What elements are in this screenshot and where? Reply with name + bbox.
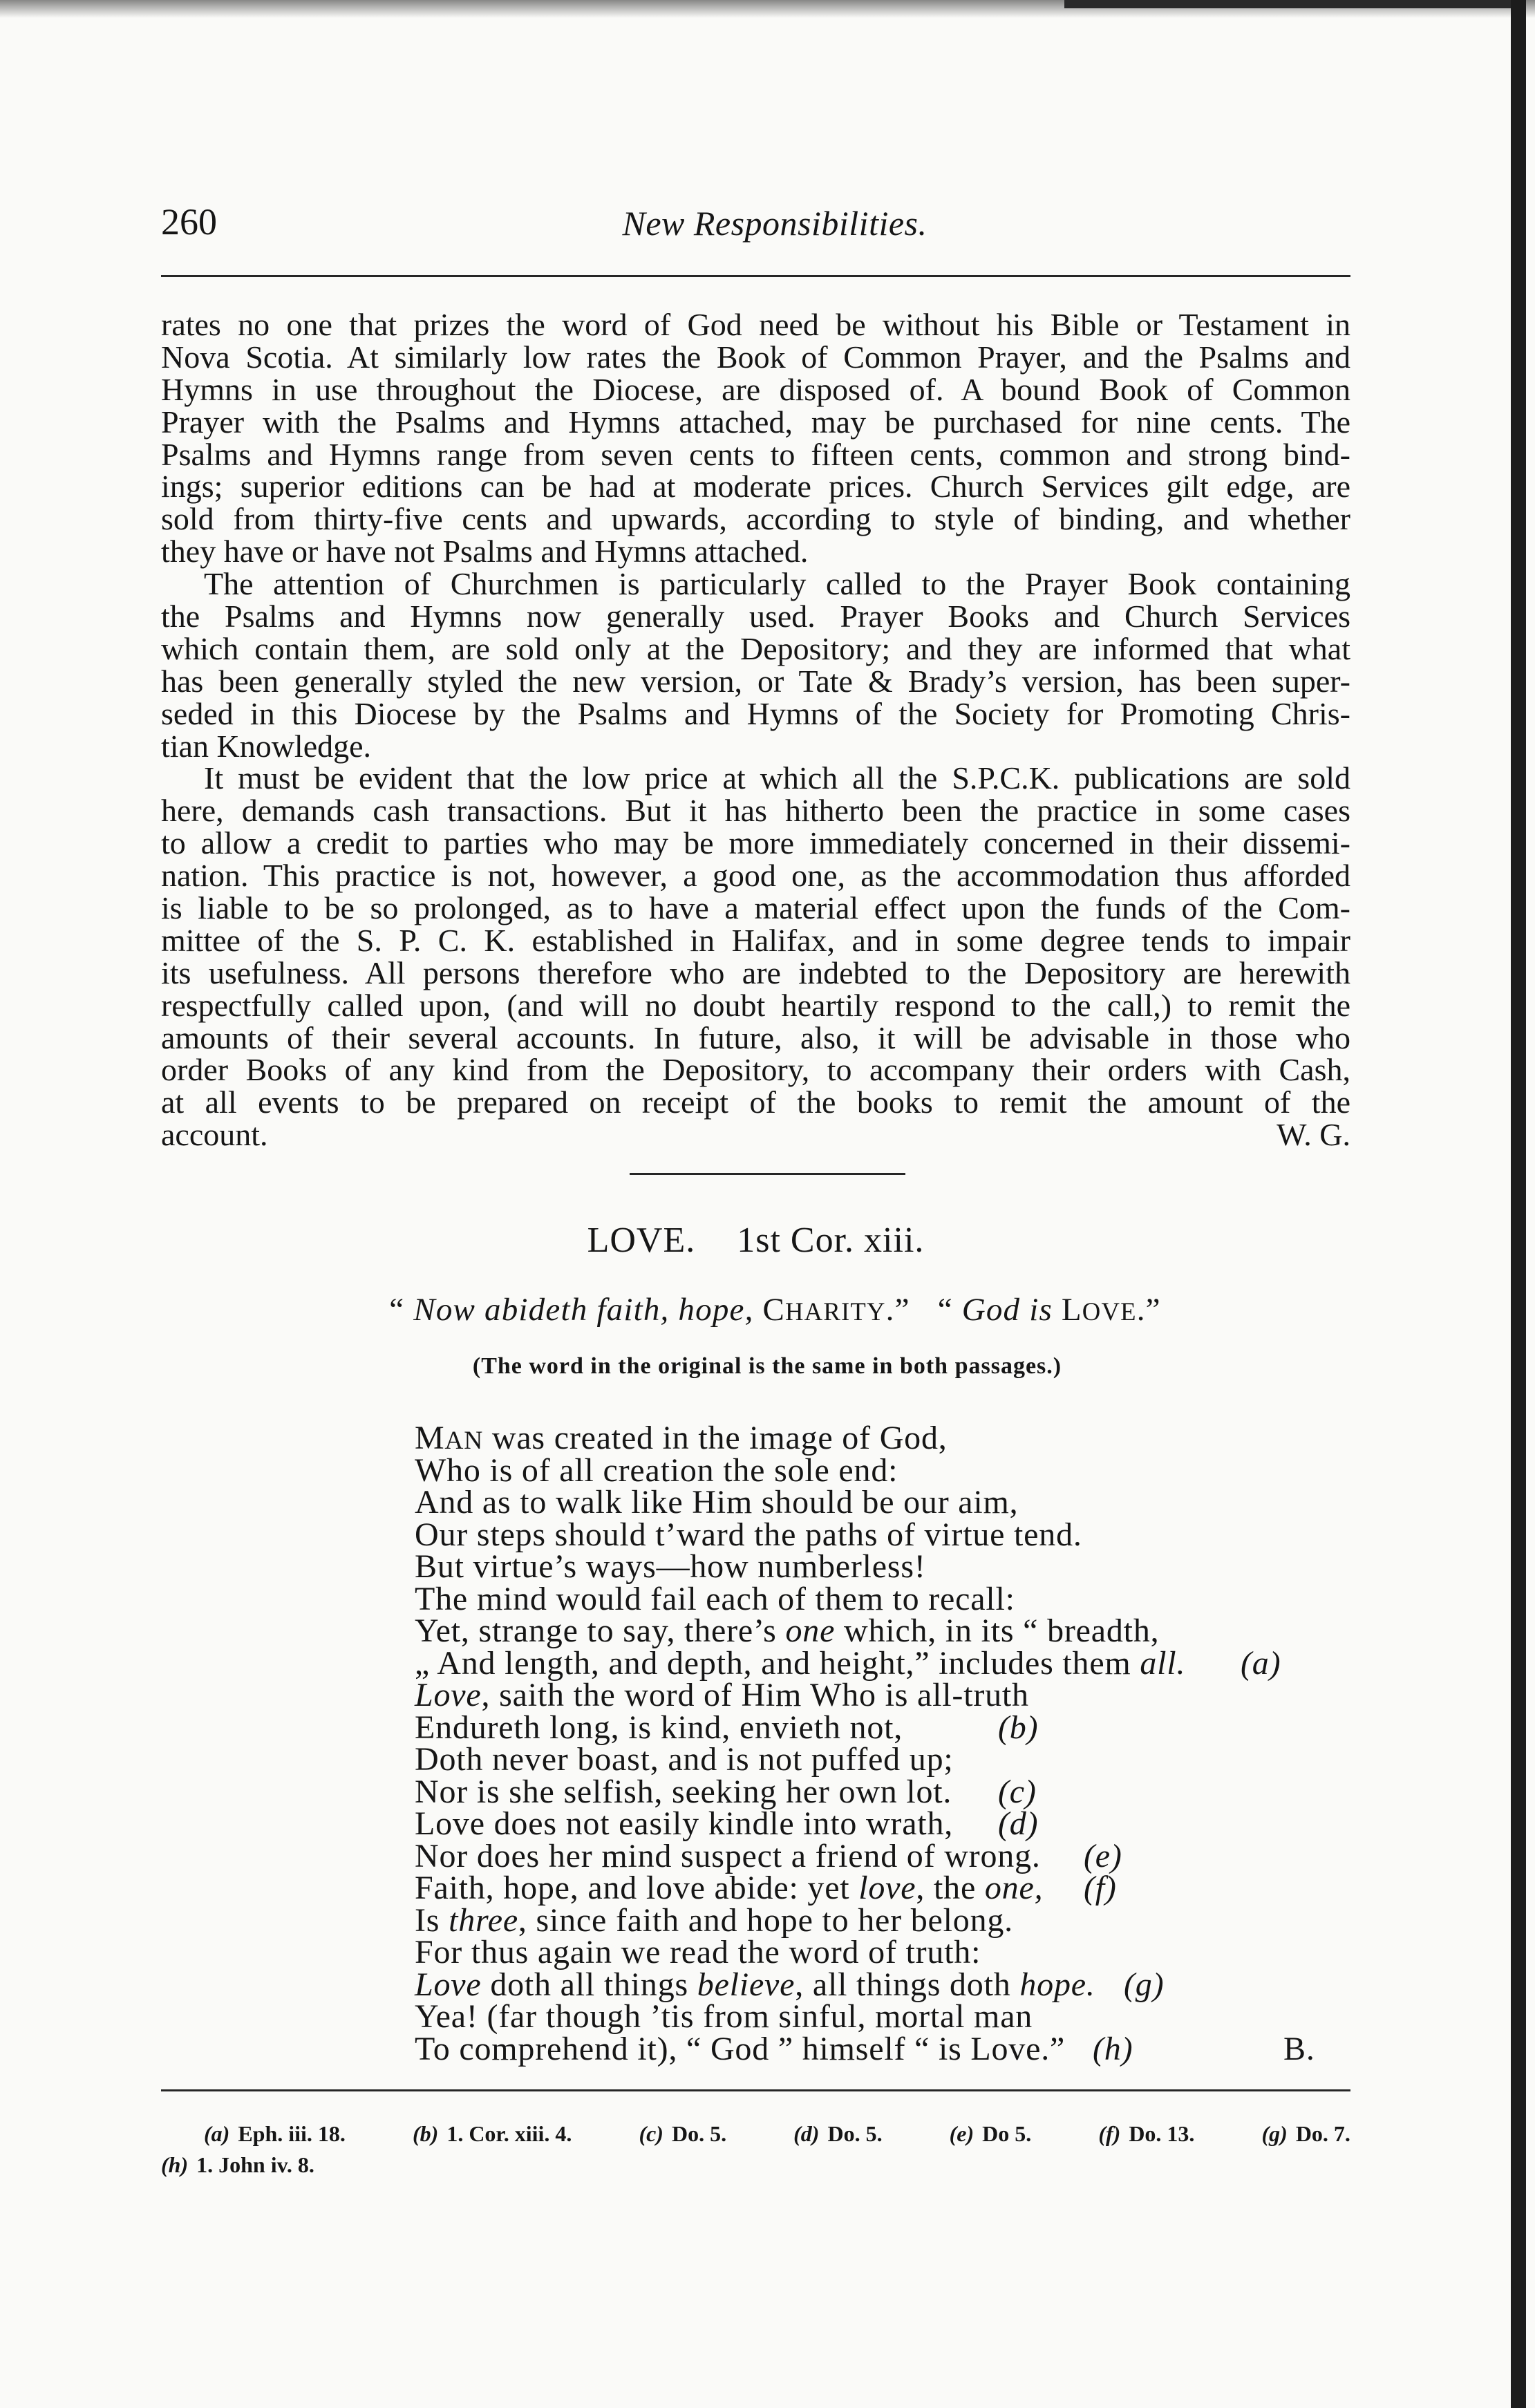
poem-text-run: one <box>785 1612 836 1649</box>
poem-text-run: Who is of all creation the sole end: <box>415 1451 898 1489</box>
footnote-reference: 1. Cor. xiii. 4. <box>446 2121 572 2146</box>
footnote-reference: Do. 7. <box>1295 2121 1350 2146</box>
epigraph-text-run: “ <box>389 1292 414 1328</box>
footnote <box>639 2118 726 2150</box>
footnote-marker: (a) <box>204 2121 230 2146</box>
poem-text-run: And as to walk like Him should be our aim, <box>415 1484 1019 1521</box>
article-line: they have or have not Psalms and Hymns attached. <box>161 534 809 570</box>
footnote-line <box>161 2150 1350 2181</box>
footnote-marker: (h) <box>161 2152 189 2177</box>
poem-text-run: one, <box>984 1870 1044 1906</box>
poem-text-run: which, in its “ breadth, <box>835 1612 1160 1649</box>
article-line: ings; superior editions can be had at moderate prices. Church Services gilt edge, are <box>161 469 1350 505</box>
poem-text-run: Love <box>415 1677 482 1713</box>
poem-line <box>415 1966 1382 2003</box>
poem-note-marker: (g) <box>1124 1966 1165 2003</box>
poem-line <box>415 1516 1382 1553</box>
article-line: Psalms and Hymns range from seven cents to fifteen cents, common and strong bind- <box>161 436 1350 472</box>
article-line: Nova Scotia. At similarly low rates the Book of Common Prayer, and the Psalms and <box>161 339 1350 375</box>
poem-text-run: three <box>449 1901 518 1939</box>
article-line: is liable to be so prolonged, as to have a material effect upon the funds of the Com- <box>161 890 1350 926</box>
footnote-rule <box>161 2089 1350 2091</box>
article-line: Hymns in use throughout the Diocese, are disposed of. A bound Book of Common <box>161 371 1350 407</box>
poem-text-run: To comprehend it), “ God ” himself “ is Love.” <box>415 2030 1066 2067</box>
article-line: mittee of the S. P. C. K. established in Halifax, and in some degree tends to impair <box>161 922 1350 958</box>
poem-line <box>415 1837 1382 1874</box>
article-line: has been generally styled the new version, or Tate & Brady’s version, has been super- <box>161 663 1350 699</box>
poem-text-run: For thus again we read the word of truth: <box>415 1934 981 1970</box>
epigraph-text-run: LOVE <box>1061 1292 1137 1328</box>
article-paragraph <box>161 568 1350 762</box>
poem-text-run: Faith, hope, and love abide: yet <box>415 1870 859 1906</box>
footnote-marker: (g) <box>1261 2121 1288 2146</box>
poem-text-run: „ And length, and depth, and height,” includes them <box>415 1644 1140 1682</box>
article-line: to allow a credit to parties who may be more immediately concerned in their dissemi- <box>161 825 1350 861</box>
section-divider <box>630 1173 905 1175</box>
poem-line <box>415 1451 1382 1489</box>
running-title: New Responsibilities. <box>622 204 927 243</box>
poem-text-run: Yet, strange to say, there’s <box>415 1612 786 1649</box>
article-line: at all events to be prepared on receipt of the books to remit the amount of the <box>161 1084 1350 1120</box>
footnote <box>793 2118 882 2150</box>
poem-note-marker: (c) <box>998 1773 1037 1810</box>
poem-note-marker: (f) <box>1084 1870 1117 1906</box>
footnote-reference: 1. John iv. 8. <box>196 2152 314 2177</box>
footnote-line <box>161 2118 1350 2150</box>
poem-title-reference: 1st Cor. xiii. <box>737 1221 925 1260</box>
epigraph-text-run: God is <box>961 1292 1062 1328</box>
article-signature: W. G. <box>1277 1117 1350 1153</box>
poem-text-run: The mind would fail each of them to recall: <box>415 1580 1015 1617</box>
poem-line <box>415 1773 1382 1810</box>
footnote <box>950 2118 1032 2150</box>
article-line <box>161 1119 1350 1151</box>
poem-line <box>415 1422 1382 1455</box>
article-line: seded in this Diocese by the Psalms and Hymns of the Society for Promoting Chris- <box>161 695 1350 731</box>
article-line: It must be evident that the low price at which all the S.P.C.K. publications are sold <box>204 760 1350 796</box>
article-line: which contain them, are sold only at the Depository; and they are informed that what <box>161 630 1350 666</box>
poem-line <box>415 1805 1382 1842</box>
poem-title <box>161 1218 1350 1263</box>
poem-line <box>415 2030 1382 2067</box>
poem-text-run: hope. <box>1019 1966 1095 2003</box>
article-line-text: account. <box>161 1117 268 1153</box>
article-line: its usefulness. All persons therefore who are indebted to the Depository are herewith <box>161 954 1350 990</box>
poem-text-run: , all things doth <box>795 1966 1020 2003</box>
poem-line <box>415 1872 1382 1905</box>
poem-note-marker: (d) <box>998 1805 1039 1842</box>
poem-signature: B. <box>1283 2030 1315 2067</box>
poem-text-run: Yea! (far though ’tis from sinful, mortal man <box>415 1998 1033 2035</box>
footnote-marker: (c) <box>639 2121 663 2146</box>
epigraph-quote <box>938 1292 1161 1328</box>
poem-text-run: was created in the image of God, <box>483 1420 948 1456</box>
article-line: The attention of Churchmen is particularly called to the Prayer Book containing <box>204 566 1350 602</box>
article-line: the Psalms and Hymns now generally used. Prayer Books and Church Services <box>161 599 1350 634</box>
footnote <box>204 2118 346 2150</box>
poem-text-run: Nor is she selfish, seeking her own lot. <box>415 1773 952 1810</box>
poem-text-run: love <box>858 1870 916 1906</box>
poem-text-run: Our steps should t’ward the paths of virtue tend. <box>415 1516 1082 1553</box>
footnote <box>413 2118 572 2150</box>
article-paragraph <box>161 309 1350 568</box>
poem-text-run: Is <box>415 1901 449 1939</box>
footnote-reference: Do. 13. <box>1129 2121 1195 2146</box>
poem-line <box>415 1901 1382 1939</box>
article-line: order Books of any kind from the Depository, to accompany their orders with Cash, <box>161 1052 1350 1088</box>
poem-text-run: , saith the word of Him Who is all-truth <box>481 1677 1029 1713</box>
footnote-reference: Do. 5. <box>827 2121 883 2146</box>
footnotes <box>161 2118 1350 2181</box>
article-line: Prayer with the Psalms and Hymns attached, may be purchased for nine cents. The <box>161 404 1350 440</box>
article-body <box>161 309 1350 1151</box>
article-line: tian Knowledge. <box>161 728 372 764</box>
footnote <box>1262 2118 1350 2150</box>
epigraph-text-run: .” <box>885 1292 910 1328</box>
article-line: nation. This practice is not, however, a good one, as the accommodation thus afforded <box>161 858 1350 894</box>
footnote-marker: (b) <box>413 2121 439 2146</box>
footnote-reference: Do. 5. <box>671 2121 727 2146</box>
footnote-marker: (f) <box>1098 2121 1121 2146</box>
header-rule <box>161 275 1350 277</box>
poem-line <box>415 1644 1382 1682</box>
footnote <box>161 2150 314 2181</box>
poem-line <box>415 1484 1382 1521</box>
footnote-reference: Eph. iii. 18. <box>238 2121 346 2146</box>
epigraph-text-run: “ <box>937 1292 962 1328</box>
poem-line <box>415 1677 1382 1713</box>
poem-note-marker: (e) <box>1084 1837 1122 1874</box>
article-paragraph <box>161 762 1350 1151</box>
poem-text-run: , since faith and hope to her belong. <box>518 1901 1013 1939</box>
footnote-reference: Do 5. <box>982 2121 1032 2146</box>
poem-text-run: Love <box>415 1966 482 2003</box>
poem-text-run: But virtue’s ways—how numberless! <box>415 1548 926 1585</box>
poem-line <box>415 1934 1382 1970</box>
poem-text-run: Love does not easily kindle into wrath, <box>415 1805 954 1842</box>
article-line: here, demands cash transactions. But it has hitherto been the practice in some cases <box>161 793 1350 829</box>
poem-line <box>415 1741 1382 1778</box>
poem-text-run: MAN <box>415 1420 484 1456</box>
poem-text-run: all. <box>1140 1644 1186 1682</box>
epigraph-text-run: CHARITY <box>762 1292 886 1328</box>
poem-line <box>415 1580 1382 1617</box>
poem-text-run: Endureth long, is kind, envieth not, <box>415 1709 903 1746</box>
poem-text-run: , the <box>916 1870 985 1906</box>
epigraph-note: (The word in the original is the same in both passages.) <box>472 1353 1062 1379</box>
scan-right-edge <box>1511 0 1526 2408</box>
footnote-marker: (e) <box>949 2121 974 2146</box>
poem-body <box>415 1422 1382 2065</box>
footnote-marker: (d) <box>793 2121 820 2146</box>
poem-note-marker: (h) <box>1093 2030 1133 2067</box>
article-line: respectfully called upon, (and will no doubt heartily respond to the call,) to remit the <box>161 987 1350 1023</box>
poem-text-run: doth all things <box>481 1966 697 2003</box>
scan-top-edge <box>1064 0 1511 8</box>
article-line: amounts of their several accounts. In future, also, it will be advisable in those who <box>161 1019 1350 1055</box>
poem-epigraph <box>180 1288 1370 1333</box>
poem-line <box>415 1709 1382 1746</box>
poem-title-word: LOVE. <box>587 1221 696 1260</box>
page-number: 260 <box>161 201 217 243</box>
footnote <box>1098 2118 1194 2150</box>
epigraph-quote <box>389 1292 910 1328</box>
poem-note-marker: (a) <box>1241 1644 1281 1682</box>
poem-text-run: Doth never boast, and is not puffed up; <box>415 1741 954 1778</box>
poem-line <box>415 1998 1382 2035</box>
poem-line <box>415 1612 1382 1649</box>
article-line: sold from thirty-five cents and upwards, according to style of binding, and whether <box>161 501 1350 537</box>
epigraph-text-run: Now abideth faith, hope, <box>413 1292 763 1328</box>
epigraph-text-run: .” <box>1136 1292 1161 1328</box>
poem-text-run: believe <box>697 1966 795 2003</box>
article-line: rates no one that prizes the word of God need be without his Bible or Testament in <box>161 307 1350 342</box>
poem-line <box>415 1548 1382 1585</box>
poem-note-marker: (b) <box>998 1709 1039 1746</box>
poem-text-run: Nor does her mind suspect a friend of wrong. <box>415 1837 1041 1874</box>
